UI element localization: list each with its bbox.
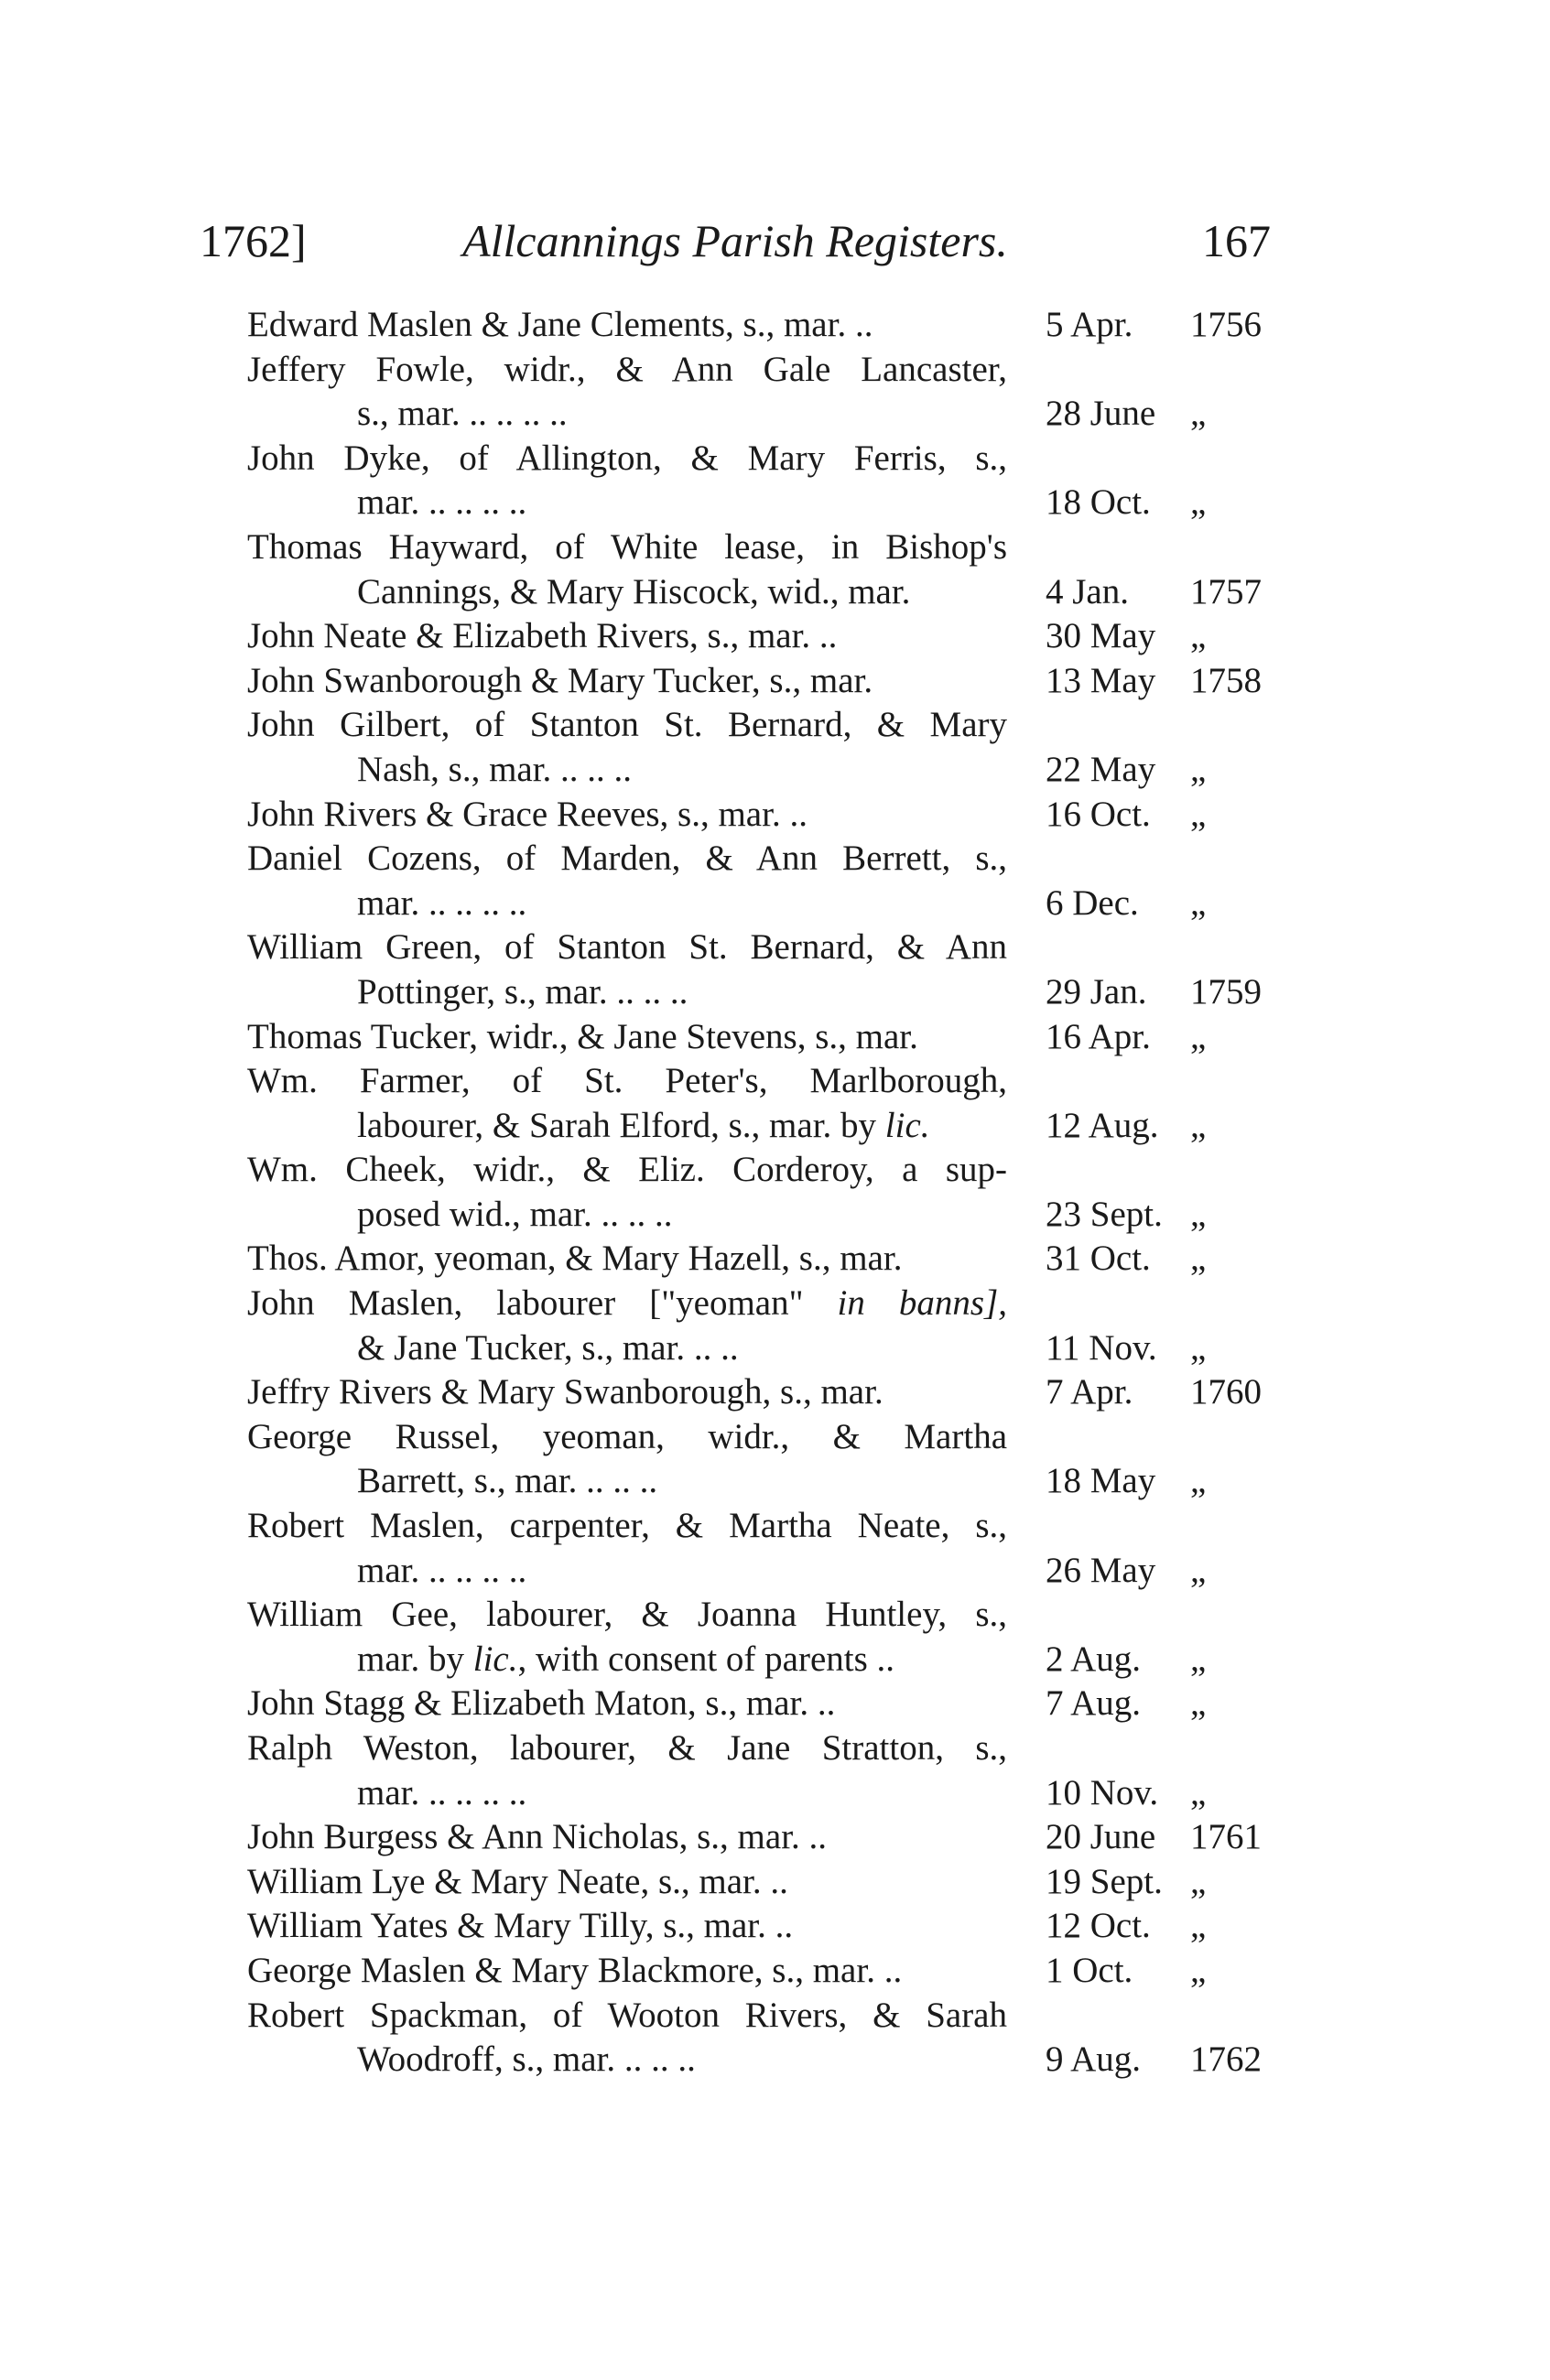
page-title: Allcannings Parish Registers. (462, 215, 1008, 266)
entry-date: 12 Oct. (1046, 1906, 1151, 1946)
entry-year: 1759 (1190, 971, 1262, 1012)
running-header (200, 209, 1271, 273)
entry-line (247, 481, 1282, 525)
entry-date: 18 Oct. (1046, 482, 1151, 523)
entry-text: Ralph Weston, labourer, & Jane Stratton, s., (247, 1728, 1007, 1768)
entry-text: mar. .. .. .. .. (357, 882, 527, 923)
entry-line (247, 1682, 1282, 1726)
entry-date: 6 Dec. (1046, 882, 1139, 923)
register-entry (247, 837, 1282, 925)
entry-line (247, 1726, 1282, 1771)
register-entry (247, 1504, 1282, 1593)
register-entry (247, 1415, 1282, 1504)
entry-year: „ (1190, 1016, 1207, 1056)
register-entry (247, 614, 1282, 659)
entry-date: 2 Aug. (1046, 1639, 1142, 1679)
entry-text: Pottinger, s., mar. .. .. .. (357, 971, 688, 1012)
entry-line (247, 882, 1282, 926)
register-entry (247, 1904, 1282, 1949)
entry-year: „ (1190, 882, 1207, 923)
entry-line (247, 1949, 1282, 1994)
register-entry (247, 793, 1282, 838)
entry-text: William Green, of Stanton St. Bernard, & Ann (247, 927, 1007, 968)
entry-line (247, 970, 1282, 1015)
entry-date: 10 Nov. (1046, 1772, 1159, 1812)
entry-text: Cannings, & Mary Hiscock, wid., mar. (357, 571, 911, 611)
entry-text: William Gee, labourer, & Joanna Huntley, s., (247, 1595, 1007, 1635)
entry-date: 31 Oct. (1046, 1239, 1151, 1279)
entry-year: „ (1190, 1906, 1207, 1946)
entry-date: 18 May (1046, 1461, 1156, 1501)
register-entry (247, 1282, 1282, 1370)
italic-note: lic. (472, 1639, 518, 1679)
entry-year: 1760 (1190, 1372, 1262, 1412)
entry-line (247, 348, 1282, 393)
header-year: 1762] (200, 215, 307, 266)
entry-line (247, 570, 1282, 615)
entry-line (247, 1638, 1282, 1682)
entry-line (247, 2038, 1282, 2082)
entry-line (247, 1015, 1282, 1060)
register-entry (247, 1059, 1282, 1148)
entry-line (247, 793, 1282, 838)
register-entry (247, 703, 1282, 792)
entry-line (247, 1904, 1282, 1949)
entry-year: „ (1190, 1194, 1207, 1234)
entry-line (247, 1059, 1282, 1104)
entry-date: 4 Jan. (1046, 571, 1129, 611)
entry-line (247, 1771, 1282, 1816)
entry-date: 23 Sept. (1046, 1194, 1163, 1234)
entry-date: 9 Aug. (1046, 2039, 1142, 2080)
entry-date: 20 June (1046, 1817, 1156, 1857)
entry-line (247, 1148, 1282, 1193)
entry-text: Barrett, s., mar. .. .. .. (357, 1461, 658, 1501)
register-entry (247, 303, 1282, 348)
entry-text: John Gilbert, of Stanton St. Bernard, & Mary (247, 705, 1007, 745)
entry-year: „ (1190, 1461, 1207, 1501)
entry-text: George Maslen & Mary Blackmore, s., mar. .. (247, 1950, 903, 1990)
entry-line (247, 1504, 1282, 1549)
entry-line (247, 1459, 1282, 1504)
entry-text: John Stagg & Elizabeth Maton, s., mar. .. (247, 1683, 836, 1724)
entry-text: mar. .. .. .. .. (357, 1772, 527, 1812)
entry-text: Thomas Tucker, widr., & Jane Stevens, s., mar. (247, 1016, 918, 1056)
register-entry (247, 1994, 1282, 2082)
register-entry (247, 1148, 1282, 1237)
register-entry (247, 437, 1282, 525)
entry-text: mar. .. .. .. .. (357, 1550, 527, 1590)
entry-text: mar. by lic., with consent of parents .. (357, 1639, 895, 1679)
entry-line (247, 614, 1282, 659)
entry-year: „ (1190, 1861, 1207, 1901)
entry-year: „ (1190, 1683, 1207, 1724)
entry-line (247, 1282, 1282, 1326)
register-entry (247, 925, 1282, 1014)
entry-line (247, 1104, 1282, 1149)
entry-line (247, 1994, 1282, 2039)
entry-year: „ (1190, 1772, 1207, 1812)
entry-text: Jeffery Fowle, widr., & Ann Gale Lancaster, (247, 349, 1007, 389)
entry-date: 12 Aug. (1046, 1105, 1159, 1145)
register-entry (247, 659, 1282, 704)
entry-line (247, 1593, 1282, 1638)
entry-year: „ (1190, 794, 1207, 834)
entry-year: „ (1190, 616, 1207, 656)
entry-text: John Burgess & Ann Nicholas, s., mar. .. (247, 1817, 828, 1857)
entry-text: Nash, s., mar. .. .. .. (357, 749, 633, 789)
entry-text: Thos. Amor, yeoman, & Mary Hazell, s., mar. (247, 1239, 903, 1279)
entry-text: Woodroff, s., mar. .. .. .. (357, 2039, 696, 2080)
entry-year: „ (1190, 1239, 1207, 1279)
register-entry (247, 1726, 1282, 1815)
entry-text: Robert Maslen, carpenter, & Martha Neate, s., (247, 1506, 1007, 1546)
entry-text: George Russel, yeoman, widr., & Martha (247, 1416, 1007, 1456)
entry-date: 22 May (1046, 749, 1156, 789)
entry-text: Thomas Hayward, of White lease, in Bishop's (247, 526, 1007, 567)
entry-year: „ (1190, 749, 1207, 789)
entry-text: John Neate & Elizabeth Rivers, s., mar. .. (247, 616, 838, 656)
entry-date: 7 Aug. (1046, 1683, 1142, 1724)
entry-text: mar. .. .. .. .. (357, 482, 527, 523)
entry-line (247, 392, 1282, 437)
entry-year: „ (1190, 394, 1207, 434)
entry-line (247, 1415, 1282, 1460)
entry-text: William Yates & Mary Tilly, s., mar. .. (247, 1906, 794, 1946)
entry-text: Robert Spackman, of Wooton Rivers, & Sarah (247, 1995, 1007, 2035)
entry-line (247, 837, 1282, 882)
entry-line (247, 303, 1282, 348)
entry-year: „ (1190, 1639, 1207, 1679)
register-entry (247, 1593, 1282, 1682)
entry-date: 26 May (1046, 1550, 1156, 1590)
entry-text: William Lye & Mary Neate, s., mar. .. (247, 1861, 788, 1901)
entry-line (247, 1237, 1282, 1282)
entry-line (247, 1815, 1282, 1860)
entry-line (247, 437, 1282, 481)
entry-line (247, 659, 1282, 704)
entry-date: 28 June (1046, 394, 1156, 434)
register-entry (247, 1015, 1282, 1060)
entry-text: John Dyke, of Allington, & Mary Ferris, s., (247, 438, 1007, 478)
entry-date: 19 Sept. (1046, 1861, 1163, 1901)
entry-date: 30 May (1046, 616, 1156, 656)
marriage-entries (247, 303, 1282, 2082)
entry-year: „ (1190, 1105, 1207, 1145)
entry-date: 7 Apr. (1046, 1372, 1133, 1412)
entry-text: Wm. Farmer, of St. Peter's, Marlborough, (247, 1061, 1007, 1101)
register-entry (247, 1237, 1282, 1282)
entry-date: 1 Oct. (1046, 1950, 1133, 1990)
entry-date: 16 Oct. (1046, 794, 1151, 834)
register-entry (247, 348, 1282, 437)
page-number: 167 (1202, 215, 1271, 266)
entry-year: 1762 (1190, 2039, 1262, 2080)
entry-year: 1757 (1190, 571, 1262, 611)
entry-line (247, 525, 1282, 570)
entry-year: „ (1190, 1550, 1207, 1590)
entry-date: 11 Nov. (1046, 1327, 1157, 1368)
entry-year: 1758 (1190, 660, 1262, 700)
entry-text: & Jane Tucker, s., mar. .. .. (357, 1327, 739, 1368)
entry-text: John Swanborough & Mary Tucker, s., mar. (247, 660, 873, 700)
entry-text: Daniel Cozens, of Marden, & Ann Berrett, s., (247, 838, 1007, 879)
register-entry (247, 1860, 1282, 1905)
register-entry (247, 1815, 1282, 1860)
entry-year: 1761 (1190, 1817, 1262, 1857)
entry-line (247, 925, 1282, 970)
entry-text: Wm. Cheek, widr., & Eliz. Corderoy, a sup- (247, 1150, 1007, 1190)
entry-date: 16 Apr. (1046, 1016, 1151, 1056)
entry-text: posed wid., mar. .. .. .. (357, 1194, 673, 1234)
entry-line (247, 1326, 1282, 1371)
register-entry (247, 1370, 1282, 1415)
entry-text: s., mar. .. .. .. .. (357, 394, 568, 434)
italic-note: in banns], (837, 1283, 1007, 1324)
entry-text: John Rivers & Grace Reeves, s., mar. .. (247, 794, 808, 834)
entry-line (247, 1860, 1282, 1905)
entry-year: „ (1190, 1950, 1207, 1990)
register-entry (247, 525, 1282, 614)
entry-text: Edward Maslen & Jane Clements, s., mar. .. (247, 305, 873, 344)
entry-line (247, 1370, 1282, 1415)
entry-date: 29 Jan. (1046, 971, 1147, 1012)
entry-text: labourer, & Sarah Elford, s., mar. by lic. (357, 1105, 930, 1145)
register-entry (247, 1949, 1282, 1994)
entry-year: 1756 (1190, 305, 1262, 344)
entry-year: „ (1190, 1327, 1207, 1368)
entry-text: Jeffry Rivers & Mary Swanborough, s., mar. (247, 1372, 883, 1412)
register-entry (247, 1682, 1282, 1726)
entry-line (247, 703, 1282, 748)
entry-date: 13 May (1046, 660, 1156, 700)
entry-year: „ (1190, 482, 1207, 523)
entry-line (247, 1549, 1282, 1594)
entry-line (247, 748, 1282, 793)
entry-date: 5 Apr. (1046, 305, 1133, 344)
italic-note: lic. (884, 1105, 930, 1145)
entry-line (247, 1193, 1282, 1238)
entry-text: John Maslen, labourer ["yeoman" in banns], (247, 1283, 1007, 1324)
